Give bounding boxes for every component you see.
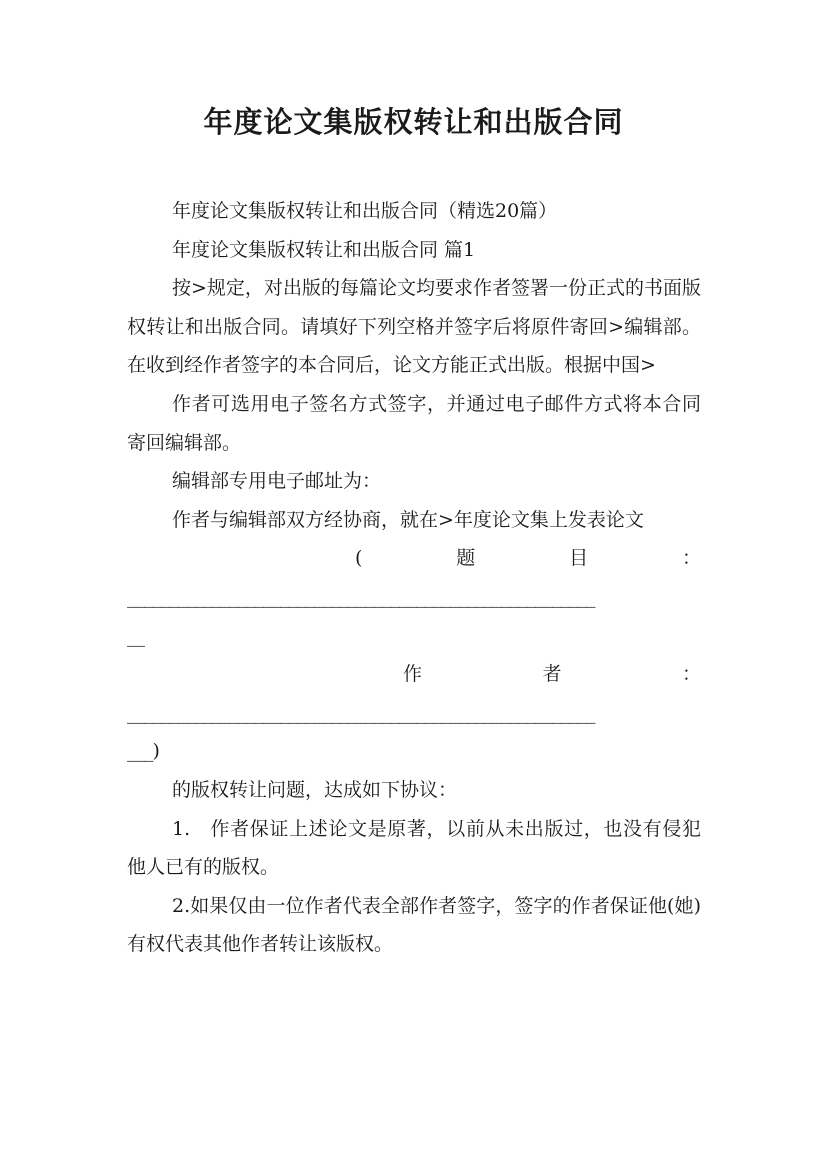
author-label-char2: 者 — [542, 663, 562, 686]
title-blank-line: _______________________________________________________ — [127, 585, 595, 608]
author-label-colon: ： — [681, 663, 701, 686]
title-open-paren: ( — [355, 547, 363, 570]
author-blank-line-end: ___) — [127, 740, 159, 763]
paragraph-section-heading: 年度论文集版权转让和出版合同 篇1 — [172, 238, 476, 261]
author-label-char1: 作 — [403, 663, 423, 686]
author-blank-line: _______________________________________________________ — [127, 701, 595, 724]
title-label-colon: ： — [681, 547, 701, 570]
clause-intro: 的版权转让问题，达成如下协议： — [172, 778, 458, 801]
author-field-label — [127, 655, 701, 694]
paragraph-subtitle: 年度论文集版权转让和出版合同（精选20篇） — [172, 200, 558, 222]
clause-1: 1. 作者保证上述论文是原著，以前从未出版过，也没有侵犯他人已有的版权。 — [127, 817, 701, 879]
paragraph-intro: 按>规定，对出版的每篇论文均要求作者签署一份正式的书面版权转让和出版合同。请填好下列空格并签字后将原件寄回>编辑部。在收到经作者签字的本合同后，论文方能正式出版。根据中国> — [127, 277, 701, 377]
title-field-label — [127, 539, 701, 578]
clause-2: 2.如果仅由一位作者代表全部作者签字，签字的作者保证他(她)有权代表其他作者转让该版权。 — [127, 894, 701, 956]
title-label-char2: 目 — [569, 547, 589, 570]
paragraph-email: 编辑部专用电子邮址为： — [172, 470, 382, 493]
paragraph-negotiation: 作者与编辑部双方经协商，就在>年度论文集上发表论文 — [172, 508, 644, 531]
paragraph-esign: 作者可选用电子签名方式签字，并通过电子邮件方式将本合同寄回编辑部。 — [127, 392, 701, 454]
document-title: 年度论文集版权转让和出版合同 — [203, 105, 624, 139]
document-body — [127, 192, 701, 964]
title-blank-line-end: __ — [127, 624, 144, 647]
title-label-char1: 题 — [456, 547, 476, 570]
